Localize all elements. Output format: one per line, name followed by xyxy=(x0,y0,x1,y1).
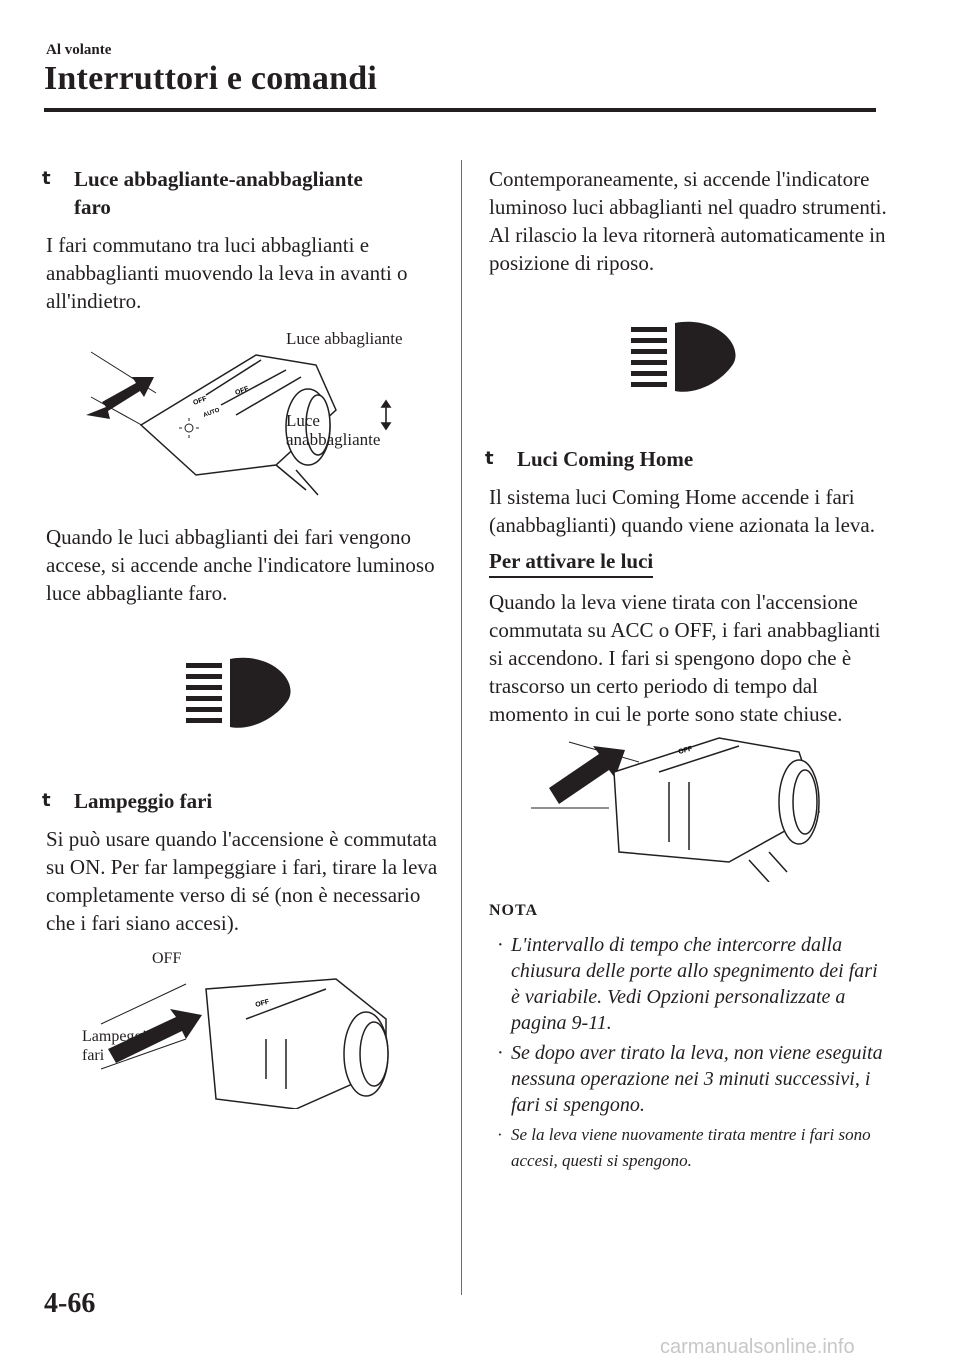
lever-marking-off: OFF xyxy=(254,998,271,1009)
figure-high-beam-symbol-2 xyxy=(489,277,889,437)
note-list xyxy=(489,932,889,1174)
note-item: · L'intervallo di tempo che intercorre dalla chiusura delle porte allo spegnimento dei fari è variabile. Vedi Opzioni personalizzate a pagina 9-11. xyxy=(497,934,878,1034)
section-heading-flash: t Lampeggio fari xyxy=(42,789,213,813)
lever-marking-off: OFF xyxy=(677,745,694,756)
figure-lever-coming-home xyxy=(489,728,889,888)
double-arrow-icon xyxy=(86,352,156,433)
section-bullet: t xyxy=(485,448,494,469)
label-high-beam: Luce abbagliante xyxy=(286,329,403,348)
lever-body xyxy=(206,979,388,1109)
note-title: NOTA xyxy=(489,902,539,919)
page-title: Interruttori e comandi xyxy=(44,60,377,97)
right-column xyxy=(485,165,889,1174)
high-beam-indicator-text: Quando le luci abbaglianti dei fari vengono accese, si accende anche l'indicatore luminoso luce abbagliante faro. xyxy=(46,525,435,605)
section-heading-coming-home: t Luci Coming Home xyxy=(485,447,694,471)
lever-marking-off-2: OFF xyxy=(234,385,250,397)
continuation-text: Contemporaneamente, si accende l'indicatore luminoso luci abbaglianti nel quadro strumenti. Al rilascio la leva ritornerà automaticamente in posizione di riposo. xyxy=(489,167,887,275)
figure-high-beam-symbol xyxy=(46,607,446,787)
label-low-beam: Luce anabbagliante xyxy=(286,411,381,449)
lever-marking-auto: AUTO xyxy=(202,407,221,419)
figure-lever-flash xyxy=(46,937,446,1097)
lever-marking-off: OFF xyxy=(192,395,208,407)
note-item: · Se la leva viene nuovamente tirata mentre i fari sono accesi, questi si spengono. xyxy=(497,1125,871,1170)
activate-subhead: Per attivare le luci xyxy=(489,549,889,578)
lever-body xyxy=(614,738,819,882)
section-bullet: t xyxy=(42,790,51,811)
activate-text: Quando la leva viene tirata con l'accensione commutata su ACC o OFF, i fari anabbaglianti si accendono. I fari si spengono dopo che è trascorso un certo periodo di tempo dal momento in cui le porte sono state chiuse. xyxy=(489,590,881,726)
breadcrumb: Al volante xyxy=(46,42,112,58)
page-number: 4-66 xyxy=(44,1288,96,1319)
label-off: OFF xyxy=(152,950,182,967)
figure-lever-high-low xyxy=(46,315,446,515)
watermark: carmanualsonline.info xyxy=(660,1336,855,1358)
high-low-beam-text: I fari commutano tra luci abbaglianti e anabbaglianti muovendo la leva in avanti o all'indietro. xyxy=(46,233,408,313)
high-beam-indicator-icon xyxy=(186,657,296,729)
high-beam-indicator-icon xyxy=(631,321,741,393)
flash-text: Si può usare quando l'accensione è commutata su ON. Per far lampeggiare i fari, tirare la leva completamente verso di sé (non è necessario che i fari siano accesi). xyxy=(46,827,438,935)
label-flash: Lampeggio fari xyxy=(82,1028,155,1064)
column-divider xyxy=(461,160,462,1295)
left-column xyxy=(42,165,446,1097)
section-heading-high-low-beam: t Luce abbagliante-anabbagliante faro xyxy=(42,167,363,219)
note-item: · Se dopo aver tirato la leva, non viene eseguita nessuna operazione nei 3 minuti successivi, i fari si spengono. xyxy=(497,1042,883,1116)
title-rule xyxy=(44,108,876,112)
coming-home-text: Il sistema luci Coming Home accende i fari (anabbaglianti) quando viene azionata la leva. xyxy=(489,485,875,537)
lever-diagram-coming-home xyxy=(529,732,849,882)
section-bullet: t xyxy=(42,168,51,189)
